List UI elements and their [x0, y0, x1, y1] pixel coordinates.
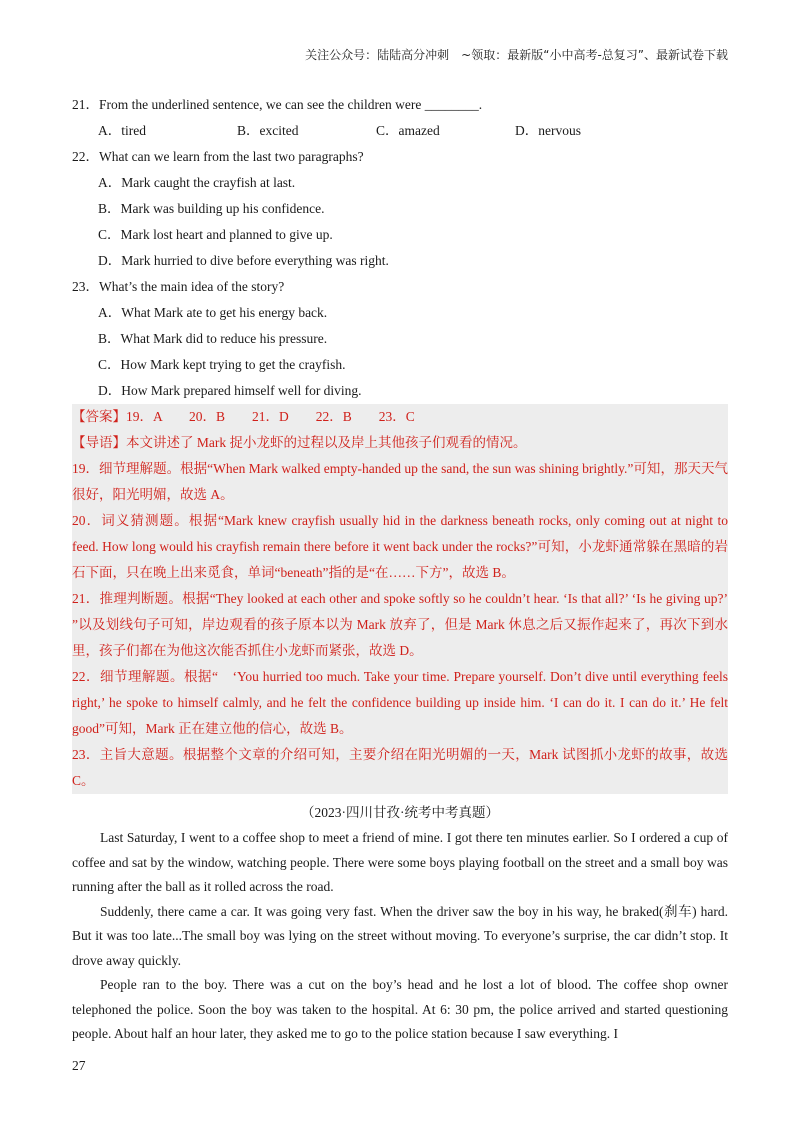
- question-23: 23．What’s the main idea of the story?: [72, 279, 285, 294]
- option-a: A．Mark caught the crayfish at last.: [98, 175, 296, 190]
- option-b: B．What Mark did to reduce his pressure.: [98, 331, 328, 346]
- option-c: C．Mark lost heart and planned to give up.: [98, 227, 333, 242]
- passage-paragraph: Last Saturday, I went to a coffee shop to meet a friend of mine. I got there ten minutes earlier. So I ordered a cup of coffee and sat by the window, watching people. There were some boys playing football on the street and a small boy was running after the ball as it rolled across the road.: [72, 830, 728, 894]
- explanation-23: 23．主旨大意题。根据整个文章的介绍可知，主要介绍在阳光明媚的一天，Mark 试图抓小龙虾的故事，故选 C。: [72, 747, 728, 788]
- option-a: A．tired: [98, 123, 146, 138]
- option-b: B．Mark was building up his confidence.: [98, 201, 325, 216]
- question-source: （2023·四川甘孜·统考中考真题）: [301, 805, 499, 820]
- question-21-options: [72, 118, 728, 144]
- explanation-19: 19．细节理解题。根据“When Mark walked empty-handed up the sand, the sun was shining brightly.”可知，那天天气很好，阳光明媚，故选 A。: [72, 461, 728, 502]
- page-header: 关注公众号：陆陆高分冲刺 ~领取：最新版“小中高考-总复习”、最新试卷下载: [305, 48, 728, 62]
- passage-paragraph: Suddenly, there came a car. It was going very fast. When the driver saw the boy in his way, he braked(刹车) hard. But it was too late...The small boy was lying on the street without moving. To everyone’s surprise, the car didn’t stop. It drove away quickly.: [72, 903, 728, 968]
- explanation-21: 21．推理判断题。根据“They looked at each other and spoke softly so he couldn’t hear. ‘Is that all?’ ‘Is he giving up?’ ”以及划线句子可知，岸边观看的孩子原本以为 Mark 放弃了，但是 Mark 休息之后又振作起来了，再次下到水里，孩子们都在为他这次能否抓住小龙虾而紧张，故选 D。: [72, 591, 728, 658]
- answer-explanation: [72, 404, 728, 794]
- explanation-20: 20．词义猜测题。根据“Mark knew crayfish usually hid in the darkness beneath rocks, only coming out at night to feed. How long would his crayfish remain there before it went back under the rocks?”可知，小龙虾通常躲在黑暗的岩石下面，只在晚上出来觅食，单词“beneath”指的是“在……下方”，故选 B。: [72, 513, 728, 580]
- answer-guide: 【导语】本文讲述了 Mark 捉小龙虾的过程以及岸上其他孩子们观看的情况。: [72, 435, 527, 450]
- answer-key: 【答案】19．A 20．B 21．D 22．B 23．C: [72, 409, 415, 424]
- option-b: B．excited: [237, 123, 299, 138]
- option-c: C．How Mark kept trying to get the crayfish.: [98, 357, 346, 372]
- option-a: A．What Mark ate to get his energy back.: [98, 305, 328, 320]
- page-number: 27: [72, 1058, 86, 1073]
- passage-paragraph: People ran to the boy. There was a cut on the boy’s head and he lost a lot of blood. The coffee shop owner telephoned the police. Soon the boy was taken to the hospital. At 6: 30 pm, the police arrived and started questioning people. About half an hour later, they asked me to go to the police station because I saw everything. I: [72, 977, 728, 1041]
- question-21: 21．From the underlined sentence, we can see the children were ________.: [72, 97, 483, 112]
- option-d: D．Mark hurried to dive before everything was right.: [98, 253, 389, 268]
- page-content: [72, 92, 728, 1047]
- option-d: D．How Mark prepared himself well for diving.: [98, 383, 362, 398]
- question-22: 22．What can we learn from the last two paragraphs?: [72, 149, 364, 164]
- explanation-22: 22．细节理解题。根据“ ‘You hurried too much. Take your time. Prepare yourself. Don’t dive until everything feels right,’ he spoke to himself calmly, and he felt the confidence building up inside him. ‘I can do it. I can do it.’ He felt good”可知，Mark 正在建立他的信心，故选 B。: [72, 669, 728, 736]
- option-c: C．amazed: [376, 123, 440, 138]
- option-d: D．nervous: [515, 123, 581, 138]
